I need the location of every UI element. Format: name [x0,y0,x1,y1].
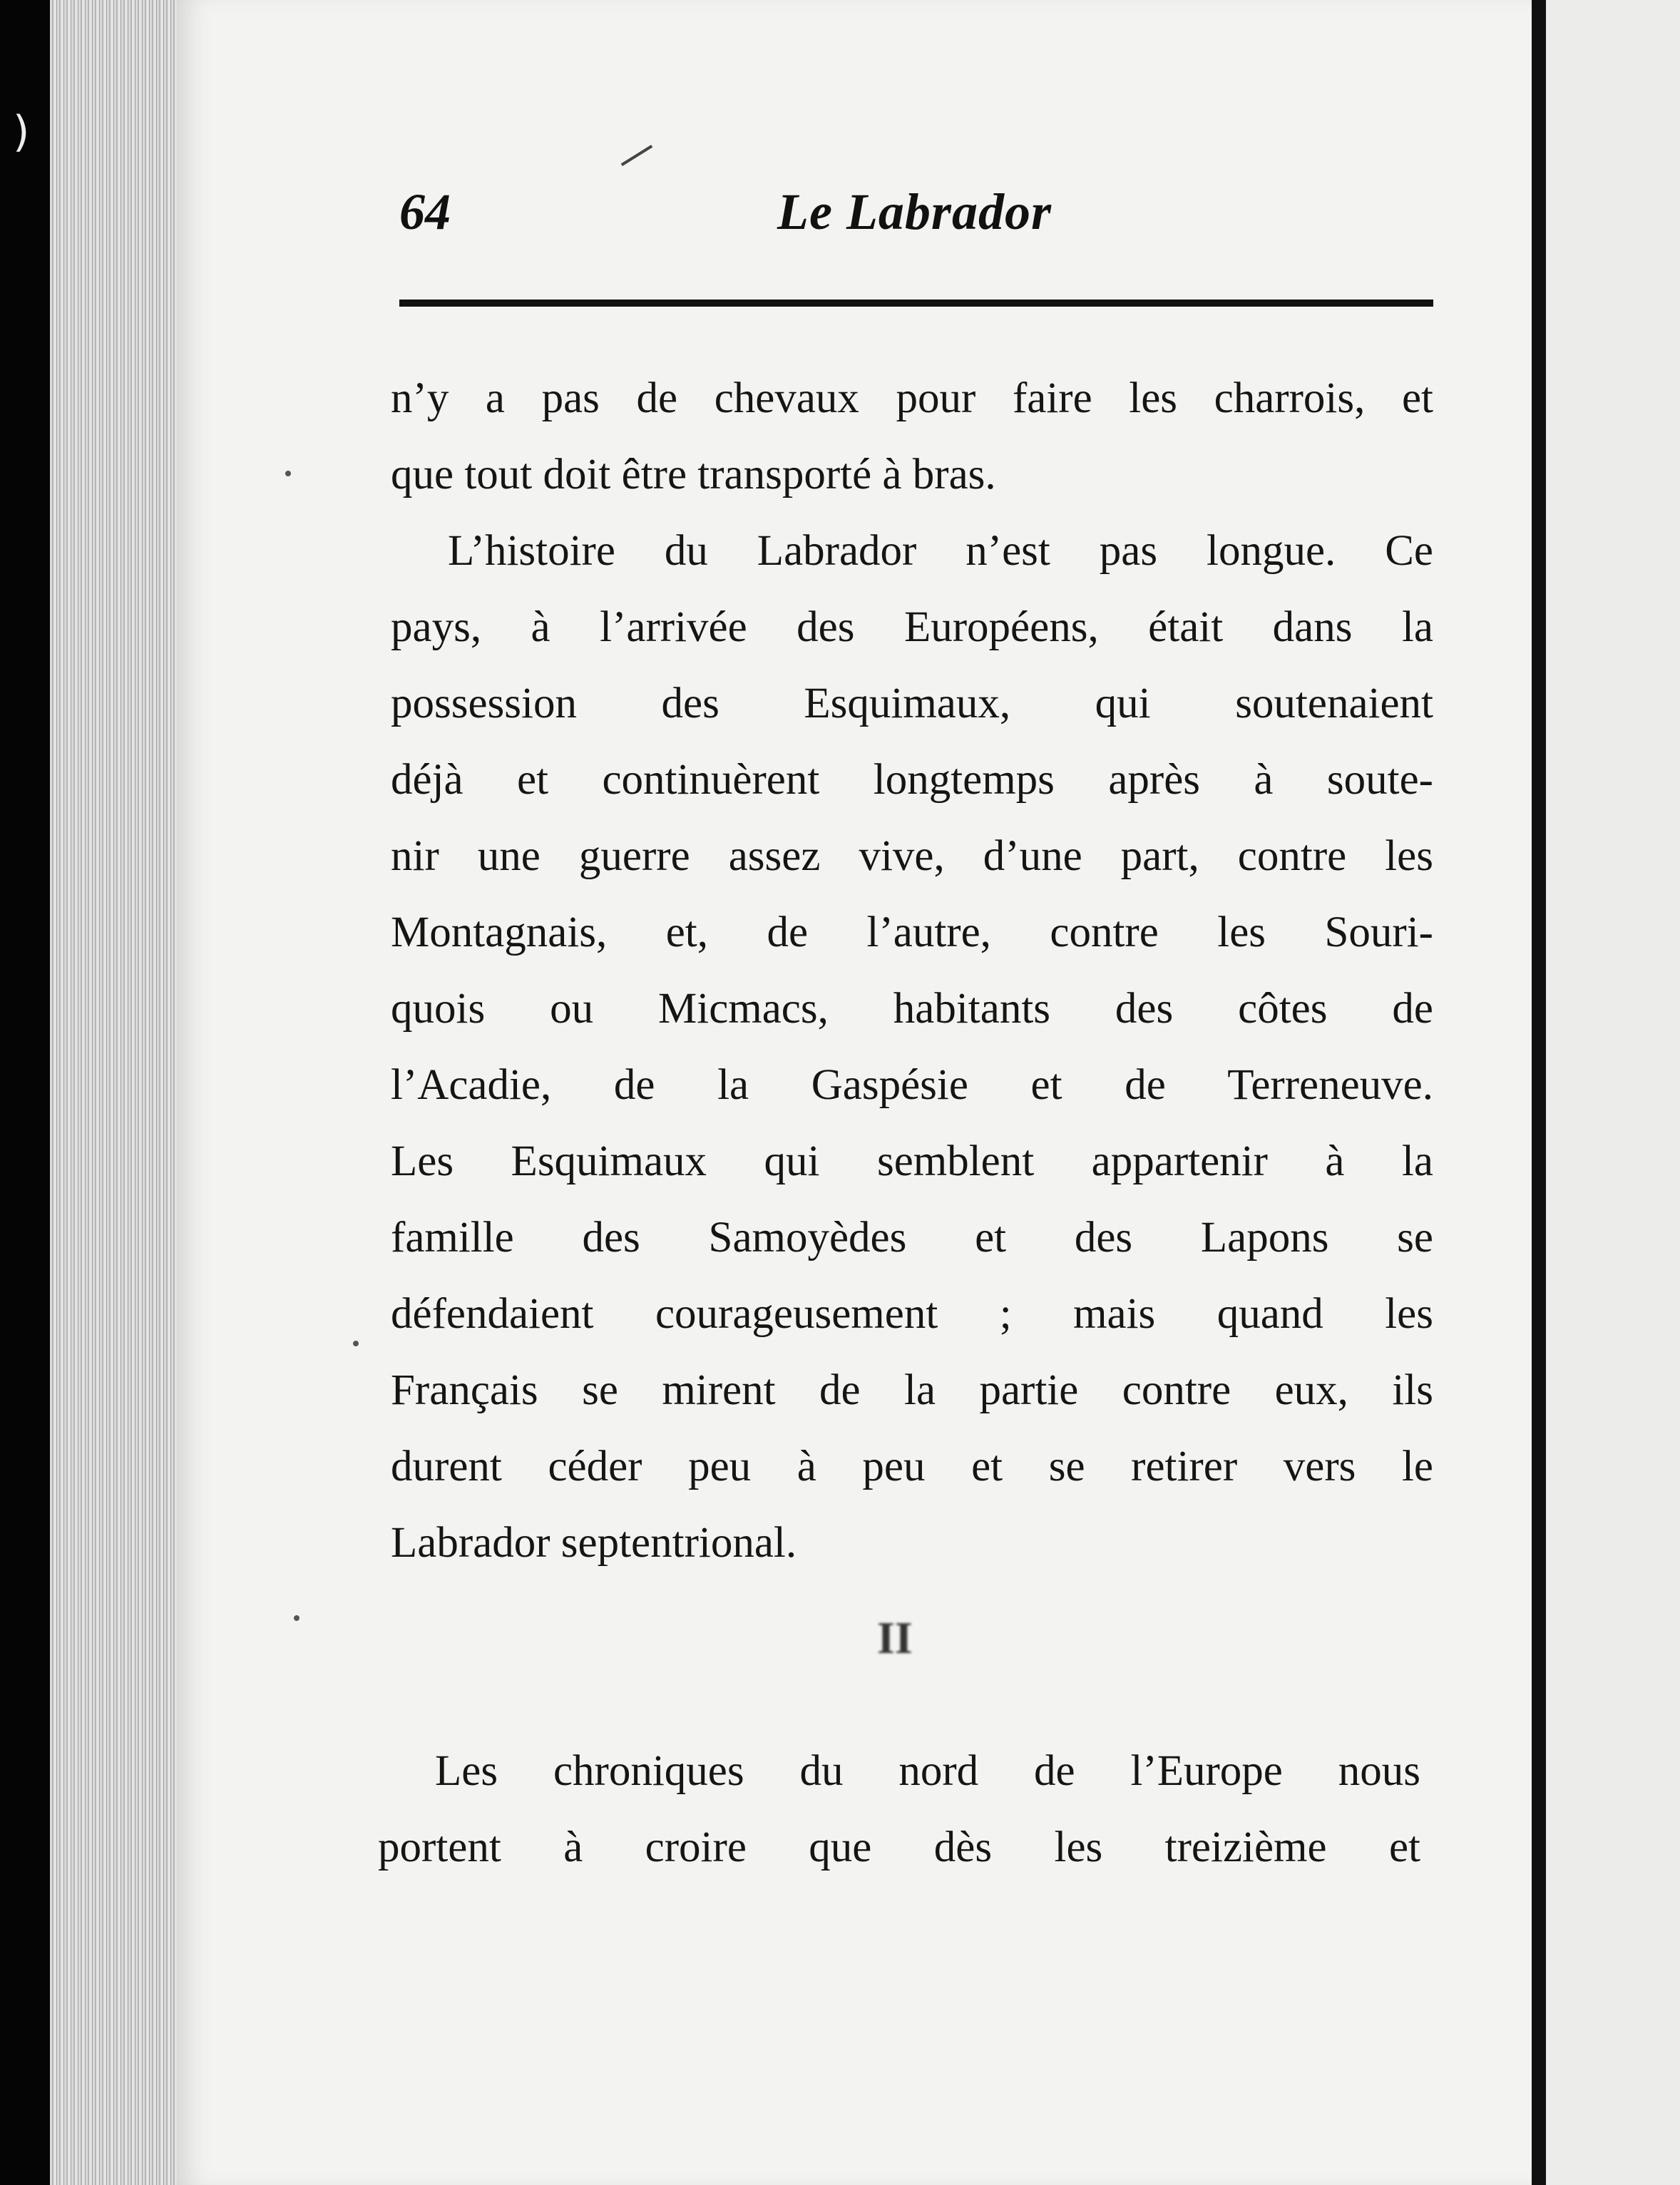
gutter-shadow [1532,0,1546,2185]
text-line: n’y a pas de chevaux pour faire les charrois, et [391,374,1433,422]
next-page-sliver [1546,0,1680,2185]
page-edges [50,0,185,2185]
body-text [391,360,1433,1581]
text-line: Montagnais, et, de l’autre, contre les Souri- [391,909,1433,956]
text-line: Français se mirent de la partie contre eux, ils [391,1366,1433,1414]
text-line: Labrador septentrional. [391,1519,797,1567]
running-head: Le Labrador [777,183,1052,240]
text-line: famille des Samoyèdes et des Lapons se [391,1214,1433,1262]
margin-mark: ) [13,107,30,157]
page-number: 64 [399,183,451,240]
section-number: II [877,1612,913,1663]
text-line: que tout doit être transporté à bras. [391,451,996,498]
text-line: pays, à l’arrivée des Européens, était dans la [391,603,1433,651]
text-line: L’histoire du Labrador n’est pas longue. Ce [448,527,1433,575]
text-line: Les chroniques du nord de l’Europe nous [435,1747,1420,1795]
text-line: quois ou Micmacs, habitants des côtes de [391,985,1433,1033]
text-line: déjà et continuèrent longtemps après à soute- [391,756,1433,804]
speck [285,471,291,476]
text-line: durent céder peu à peu et se retirer vers le [391,1443,1433,1490]
speck [294,1615,299,1621]
text-line: l’Acadie, de la Gaspésie et de Terreneuve. [391,1061,1433,1109]
text-line: défendaient courageusement ; mais quand les [391,1290,1433,1338]
text-line: Les Esquimaux qui semblent appartenir à la [391,1137,1433,1185]
speck [353,1341,359,1346]
text-line: nir une guerre assez vive, d’une part, contre les [391,832,1433,880]
body-text-continued [378,1733,1420,1885]
text-line: portent à croire que dès les treizième et [378,1823,1420,1871]
page-header [399,183,1440,247]
text-line: possession des Esquimaux, qui soutenaient [391,680,1433,727]
header-rule [399,300,1433,307]
